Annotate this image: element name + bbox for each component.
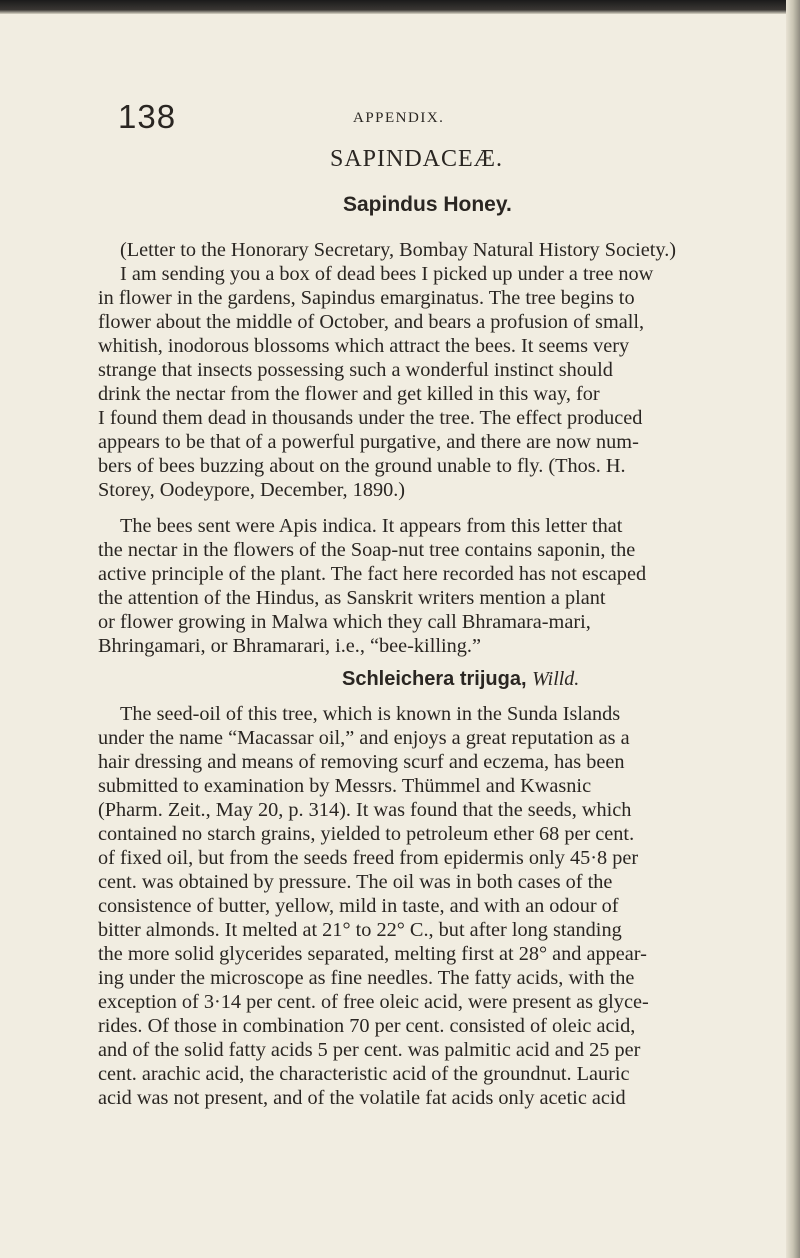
scan-right-edge xyxy=(786,0,800,1258)
species-author: Willd. xyxy=(532,668,580,690)
text-line: The seed-oil of this tree, which is known in the Sunda Islands xyxy=(120,703,621,725)
species-name: Schleichera trijuga, xyxy=(342,668,527,690)
text-line: in flower in the gardens, Sapindus emarginatus. The tree begins to xyxy=(98,287,635,309)
text-line: flower about the middle of October, and bears a profusion of small, xyxy=(98,311,645,333)
section-title: SAPINDACEÆ. xyxy=(330,146,504,172)
text-line: bers of bees buzzing about on the ground unable to fly. (Thos. H. xyxy=(98,455,626,477)
text-line: of fixed oil, but from the seeds freed from epidermis only 45·8 per xyxy=(98,847,639,869)
text-line: the more solid glycerides separated, melting first at 28° and appear- xyxy=(98,943,647,965)
section-subhead: Sapindus Honey. xyxy=(343,193,512,216)
page-number: 138 xyxy=(118,98,177,135)
text-line: active principle of the plant. The fact here recorded has not escaped xyxy=(98,563,647,585)
text-line: consistence of butter, yellow, mild in taste, and with an odour of xyxy=(98,895,619,917)
text-line: the nectar in the flowers of the Soap-nut tree contains saponin, the xyxy=(98,539,636,561)
text-line: cent. arachic acid, the characteristic acid of the groundnut. Lauric xyxy=(98,1063,630,1085)
text-line: acid was not present, and of the volatile fat acids only acetic acid xyxy=(98,1087,626,1109)
text-line: Storey, Oodeypore, December, 1890.) xyxy=(98,479,406,501)
text-line: or flower growing in Malwa which they call Bhramara-mari, xyxy=(98,611,591,633)
text-line: bitter almonds. It melted at 21° to 22° C., but after long standing xyxy=(98,919,622,941)
text-line: Bhringamari, or Bhramarari, i.e., “bee-killing.” xyxy=(98,635,481,657)
text-line: under the name “Macassar oil,” and enjoys a great reputation as a xyxy=(98,727,630,749)
text-line: exception of 3·14 per cent. of free oleic acid, were present as glyce- xyxy=(98,991,649,1013)
text-line: I am sending you a box of dead bees I picked up under a tree now xyxy=(120,263,654,285)
text-line: ing under the microscope as fine needles. The fatty acids, with the xyxy=(98,967,635,989)
text-line: (Pharm. Zeit., May 20, p. 314). It was found that the seeds, which xyxy=(98,799,632,821)
text-line: contained no starch grains, yielded to petroleum ether 68 per cent. xyxy=(98,823,635,845)
text-line: (Letter to the Honorary Secretary, Bombay Natural History Society.) xyxy=(120,239,677,261)
text-line: the attention of the Hindus, as Sanskrit writers mention a plant xyxy=(98,587,606,609)
text-line: whitish, inodorous blossoms which attract the bees. It seems very xyxy=(98,335,630,357)
text-line: strange that insects possessing such a wonderful instinct should xyxy=(98,359,613,381)
text-line: hair dressing and means of removing scurf and eczema, has been xyxy=(98,751,625,773)
species-heading xyxy=(342,668,579,691)
text-line: and of the solid fatty acids 5 per cent. was palmitic acid and 25 per xyxy=(98,1039,641,1061)
text-line: I found them dead in thousands under the tree. The effect produced xyxy=(98,407,643,429)
running-head: APPENDIX. xyxy=(353,110,445,126)
text-line: The bees sent were Apis indica. It appears from this letter that xyxy=(120,515,623,537)
text-line: cent. was obtained by pressure. The oil was in both cases of the xyxy=(98,871,613,893)
text-line: submitted to examination by Messrs. Thümmel and Kwasnic xyxy=(98,775,592,797)
scan-top-edge xyxy=(0,0,800,14)
text-line: drink the nectar from the flower and get killed in this way, for xyxy=(98,383,600,405)
text-line: rides. Of those in combination 70 per cent. consisted of oleic acid, xyxy=(98,1015,636,1037)
text-line: appears to be that of a powerful purgative, and there are now num- xyxy=(98,431,639,453)
